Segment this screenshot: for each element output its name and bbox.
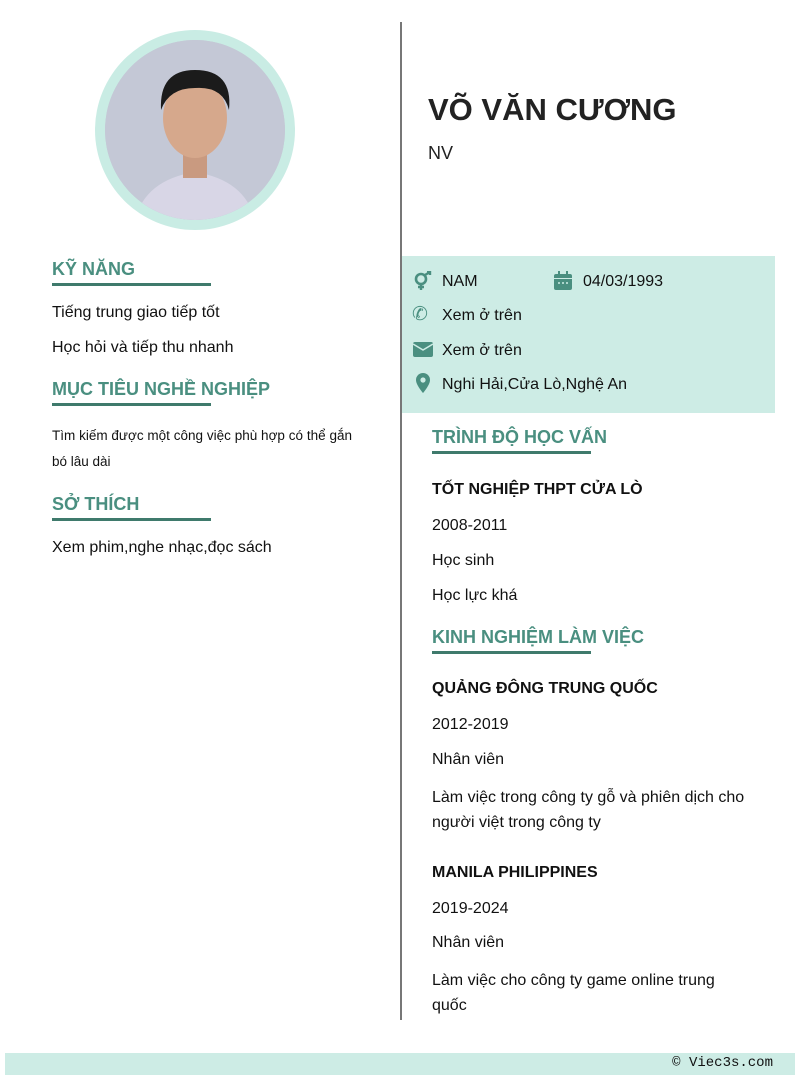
job-desc: Làm việc trong công ty gỗ và phiên dịch cho người việt trong công ty xyxy=(432,789,745,831)
contact-panel xyxy=(402,256,775,413)
address-value: Nghi Hải,Cửa Lò,Nghệ An xyxy=(442,376,628,393)
phone-value: Xem ở trên xyxy=(442,307,522,324)
job-role: Nhân viên xyxy=(432,751,505,768)
calendar-icon xyxy=(553,271,573,291)
objective-text: Tìm kiếm được một công việc phù hợp có thể gắn bó lâu dài xyxy=(52,428,352,469)
column-divider xyxy=(400,22,402,1020)
experience-underline xyxy=(432,651,591,654)
skills-underline xyxy=(52,283,211,286)
objective-underline xyxy=(52,403,211,406)
skills-heading: KỸ NĂNG xyxy=(52,259,136,279)
dob-value: 04/03/1993 xyxy=(583,273,664,290)
skill-item: Học hỏi và tiếp thu nhanh xyxy=(52,339,234,356)
candidate-position: NV xyxy=(428,143,454,163)
objective-heading: MỤC TIÊU NGHỀ NGHIỆP xyxy=(52,379,271,399)
footer-watermark: © Viec3s.com xyxy=(5,1053,795,1075)
profile-photo xyxy=(95,30,295,230)
job-desc: Làm việc cho công ty game online trung quốc xyxy=(432,972,715,1014)
candidate-name: VÕ VĂN CƯƠNG xyxy=(428,92,677,127)
person-photo-icon xyxy=(105,40,285,220)
job-company: QUẢNG ĐÔNG TRUNG QUỐC xyxy=(432,680,658,697)
job-years: 2012-2019 xyxy=(432,716,509,733)
education-heading: TRÌNH ĐỘ HỌC VẤN xyxy=(432,427,607,447)
email-value: Xem ở trên xyxy=(442,342,522,359)
gender-value: NAM xyxy=(442,273,478,290)
education-role: Học sinh xyxy=(432,552,495,569)
hobbies-heading: SỞ THÍCH xyxy=(52,494,140,514)
gender-icon xyxy=(413,271,433,291)
education-underline xyxy=(432,451,591,454)
experience-heading: KINH NGHIỆM LÀM VIỆC xyxy=(432,627,645,647)
education-school: TỐT NGHIỆP THPT CỬA LÒ xyxy=(432,481,643,498)
skill-item: Tiếng trung giao tiếp tốt xyxy=(52,304,220,321)
education-desc: Học lực khá xyxy=(432,587,518,604)
hobbies-text: Xem phim,nghe nhạc,đọc sách xyxy=(52,539,272,556)
education-years: 2008-2011 xyxy=(432,517,508,534)
phone-icon: ✆ xyxy=(412,304,428,325)
location-icon xyxy=(413,373,433,393)
job-role: Nhân viên xyxy=(432,934,505,951)
job-company: MANILA PHILIPPINES xyxy=(432,864,598,881)
hobbies-underline xyxy=(52,518,211,521)
email-icon xyxy=(413,340,433,360)
job-years: 2019-2024 xyxy=(432,900,509,917)
